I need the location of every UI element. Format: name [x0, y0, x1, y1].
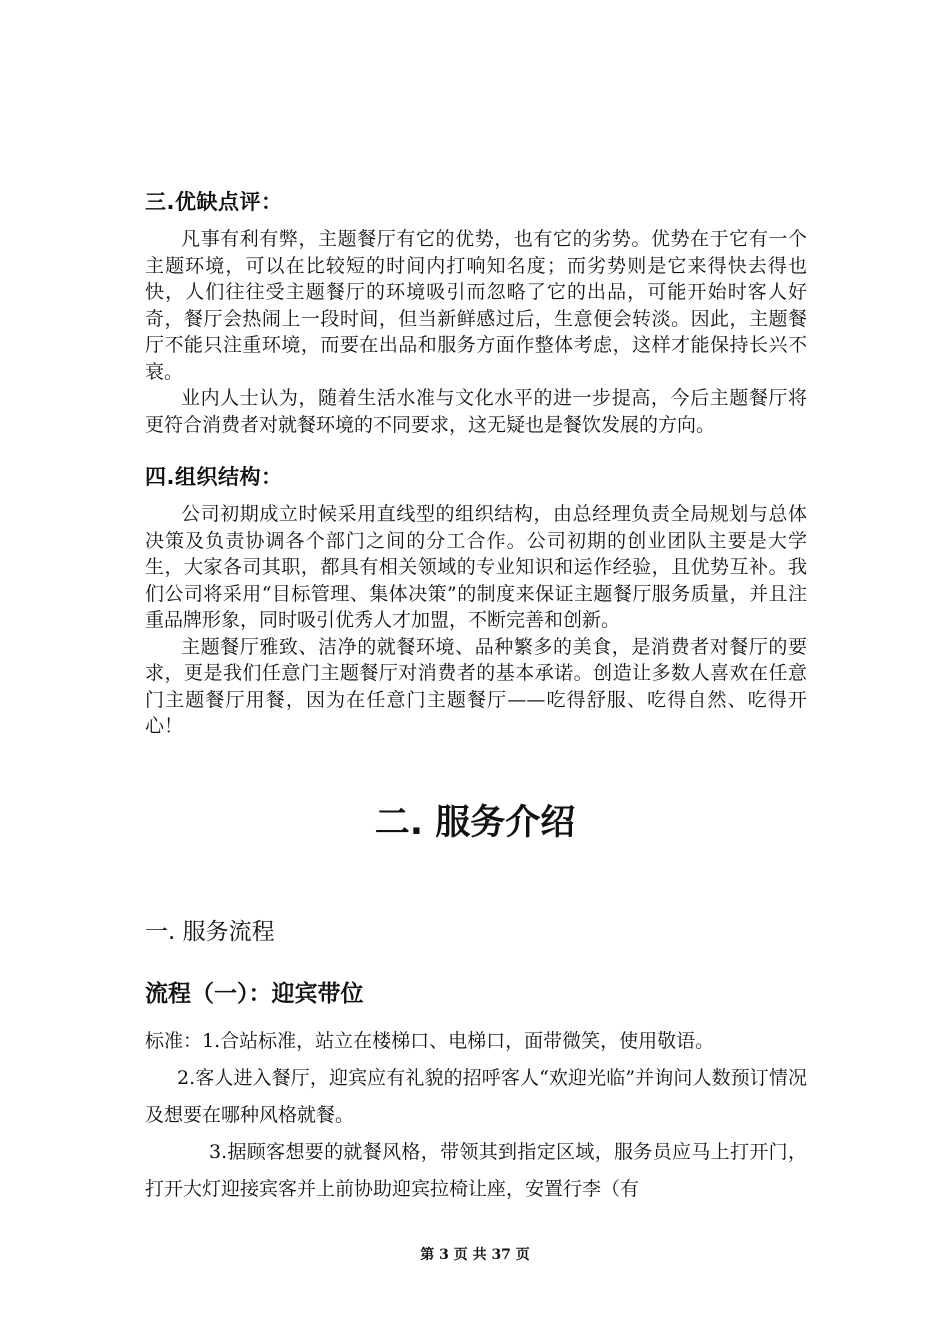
paragraph: 业内人士认为，随着生活水准与文化水平的进一步提高，今后主题餐厅将更符合消费者对就餐环境的不同要求，这无疑也是餐饮发展的方向。	[145, 387, 807, 436]
service-heading: 一. 服务流程	[145, 919, 275, 945]
section-heading-organization: 四.组织结构：	[145, 465, 283, 489]
paragraph: 公司初期成立时候采用直线型的组织结构，由总经理负责全局规划与总体决策及负责协调各个部门之间的分工合作。公司初期的创业团队主要是大学生，大家各司其职，都具有相关领域的专业知识和运作经验，且优势互补。我们公司将采用“目标管理、集体决策”的制度来保证主题餐厅服务质量，并且注重品牌形象，同时吸引优秀人才加盟，不断完善和创新。	[145, 503, 807, 631]
section-body-pros-cons	[145, 226, 807, 438]
standard-line-1: 标准：1.合站标准，站立在楼梯口、电梯口，面带微笑，使用敬语。	[145, 1030, 715, 1052]
section-heading-pros-cons: 三.优缺点评：	[145, 190, 283, 214]
chapter-title: 二. 服务介绍	[374, 803, 576, 844]
paragraph: 主题餐厅雅致、洁净的就餐环境、品种繁多的美食，是消费者对餐厅的要求，更是我们任意门主题餐厅对消费者的基本承诺。创造让多数人喜欢在任意门主题餐厅用餐，因为在任意门主题餐厅——吃得舒服、吃得自然、吃得开心！	[145, 635, 807, 737]
standard-line-2: 2.客人进入餐厅，迎宾应有礼貌的招呼客人“欢迎光临”并询问人数预订情况及想要在哪种风格就餐。	[145, 1067, 807, 1126]
standard-list	[145, 1023, 807, 1208]
flow-heading: 流程（一）：迎宾带位	[145, 981, 364, 1007]
page-footer: 第 3 页 共 37 页	[420, 1247, 530, 1263]
section-body-organization	[145, 501, 807, 740]
paragraph: 凡事有利有弊，主题餐厅有它的优势，也有它的劣势。优势在于它有一个主题环境，可以在比较短的时间内打响知名度；而劣势则是它来得快去得也快，人们往往受主题餐厅的环境吸引而忽略了它的出品，可能开始时客人好奇，餐厅会热闹上一段时间，但当新鲜感过后，生意便会转淡。因此，主题餐厅不能只注重环境，而要在出品和服务方面作整体考虑，这样才能保持长兴不衰。	[145, 228, 807, 383]
standard-line-3: 3.据顾客想要的就餐风格，带领其到指定区域，服务员应马上打开门，打开大灯迎接宾客并上前协助迎宾拉椅让座，安置行李（有	[145, 1141, 807, 1200]
